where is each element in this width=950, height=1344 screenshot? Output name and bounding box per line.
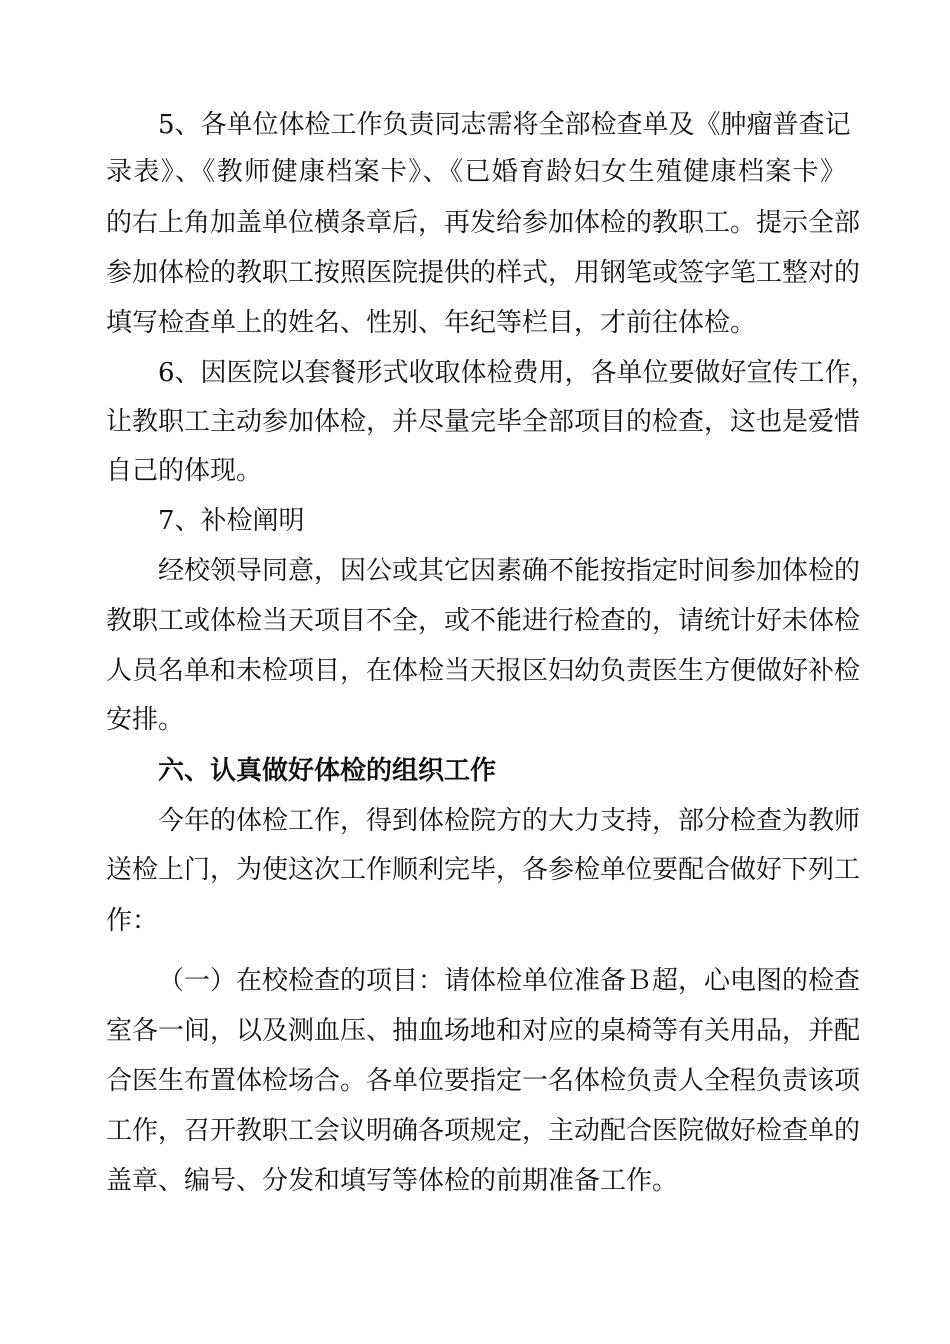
paragraph-7-body-line-1: 经校领导同意，因公或其它因素确不能按指定时间参加体检的 [158,556,861,586]
paragraph-5-line-1: 5、各单位体检工作负责同志需将全部检查单及《肿瘤普查记 [158,110,851,140]
section-6-heading: 六、认真做好体检的组织工作 [158,756,497,786]
paragraph-5-line-2: 录表》、《教师健康档案卡》、《已婚育龄妇女生殖健康档案卡》 [106,157,846,187]
paragraph-6-line-1: 6、因医院以套餐形式收取体检费用，各单位要做好宣传工作， [158,358,877,388]
item-1-line-5: 盖章、编号、分发和填写等体检的前期准备工作。 [106,1166,679,1196]
paragraph-5-line-5: 填写检查单上的姓名、性别、年纪等栏目，才前往体检。 [106,308,757,338]
paragraph-7-body-line-2: 教职工或体检当天项目不全，或不能进行检查的，请统计好未体检 [106,606,861,636]
paragraph-5-line-4: 参加体检的教职工按照医院提供的样式，用钢笔或签字笔工整对的 [106,258,861,288]
paragraph-6-line-3: 自己的体现。 [106,456,263,486]
paragraph-7-body-line-4: 安排。 [106,705,185,735]
item-1-line-3: 合医生布置体检场合。各单位要指定一名体检负责人全程负责该项 [106,1066,861,1096]
section-6-intro-line-3: 作： [106,906,159,936]
item-1-line-4: 工作，召开教职工会议明确各项规定，主动配合医院做好检查单的 [106,1116,861,1146]
paragraph-5-line-3: 的右上角加盖单位横条章后，再发给参加体检的教职工。提示全部 [106,208,861,238]
paragraph-7-title: 7、补检阐明 [158,506,305,536]
item-1-line-1: （一）在校检查的项目：请体检单位准备Ｂ超，心电图的检查 [158,966,861,996]
paragraph-6-line-2: 让教职工主动参加体检，并尽量完毕全部项目的检查，这也是爱惜 [106,407,861,437]
section-6-intro-line-2: 送检上门，为使这次工作顺利完毕，各参检单位要配合做好下列工 [106,855,861,885]
section-6-intro-line-1: 今年的体检工作，得到体检院方的大力支持，部分检查为教师 [158,806,861,836]
paragraph-7-body-line-3: 人员名单和未检项目，在体检当天报区妇幼负责医生方便做好补检 [106,656,861,686]
item-1-line-2: 室各一间，以及测血压、抽血场地和对应的桌椅等有关用品，并配 [106,1016,861,1046]
